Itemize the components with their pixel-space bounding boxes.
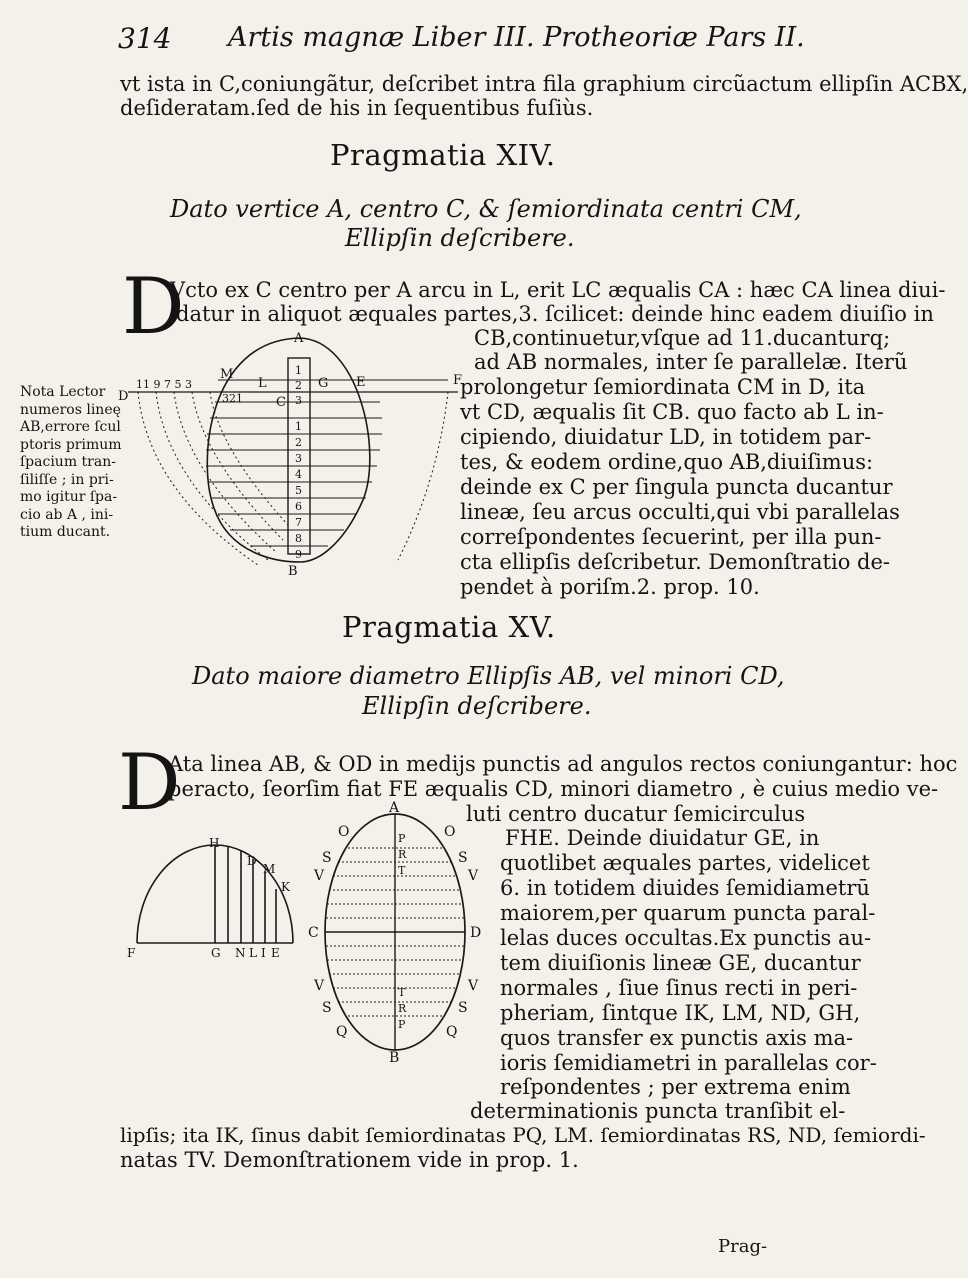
body-line: 6. in totidem diuides ſemidiametrū bbox=[500, 876, 870, 900]
body-line: Ata linea AB, & OD in medijs punctis ad angulos rectos coniungantur: hoc bbox=[168, 752, 958, 776]
label-i: I bbox=[261, 946, 266, 960]
label-q: Q bbox=[446, 1024, 458, 1040]
occult-arc bbox=[156, 392, 268, 560]
label-l: L bbox=[258, 376, 267, 391]
scale-number: 1 bbox=[295, 420, 302, 433]
label-d: D bbox=[247, 854, 257, 868]
scale-number: 5 bbox=[295, 484, 302, 497]
scale-number: 4 bbox=[295, 468, 302, 481]
label-a: A bbox=[389, 800, 400, 816]
label-m: M bbox=[220, 367, 234, 382]
label-s: S bbox=[322, 1000, 332, 1016]
label-v: V bbox=[468, 978, 479, 994]
label-p: P bbox=[398, 832, 406, 845]
top-numbers: 11 9 7 5 3 bbox=[136, 378, 192, 391]
body-line: tem diuiſionis lineæ GE, ducantur bbox=[500, 951, 861, 975]
occult-arc bbox=[210, 392, 288, 525]
label-g: G bbox=[318, 376, 329, 391]
label-b: B bbox=[288, 564, 298, 579]
label-k: K bbox=[281, 880, 290, 894]
label-t: T bbox=[398, 864, 406, 877]
body-line: normales , ſiue ſinus recti in peri- bbox=[500, 976, 858, 1000]
label-a: A bbox=[294, 331, 304, 346]
label-o: O bbox=[338, 824, 350, 840]
label-v: V bbox=[314, 868, 325, 884]
catchword: Prag- bbox=[718, 1236, 768, 1257]
body-line: lipſis; ita IK, ſinus dabit ſemiordinatas PQ, LM. ſemiordinatas RS, ND, ſemiordi- bbox=[120, 1123, 926, 1147]
body-line: ioris ſemidiametri in parallelas cor- bbox=[500, 1051, 877, 1075]
section-title-xiv: Pragmatia XIV. bbox=[330, 138, 556, 172]
scale-number: 1 bbox=[295, 364, 302, 377]
label-f: F bbox=[453, 373, 463, 388]
margin-note-line: tium ducant. bbox=[20, 524, 111, 540]
ellipse-figure-xiv bbox=[118, 330, 463, 580]
body-line: tes, & eodem ordine,quo AB,diuiſimus: bbox=[460, 450, 874, 474]
label-t: T bbox=[398, 986, 406, 999]
label-c: C bbox=[276, 395, 286, 410]
body-line: Vcto ex C centro per A arcu in L, erit LC æqualis CA : hæc CA linea diui- bbox=[170, 278, 946, 302]
body-line: pheriam, ſintque IK, LM, ND, GH, bbox=[500, 1001, 861, 1025]
label-m: M bbox=[263, 862, 276, 876]
label-d: D bbox=[118, 389, 129, 404]
body-line: peracto, ſeorſim fiat FE æqualis CD, minori diametro , è cuius medio ve- bbox=[168, 777, 939, 801]
label-e: E bbox=[356, 375, 366, 390]
margin-note-line: ptoris primum bbox=[20, 436, 122, 453]
scale-number: 2 bbox=[295, 436, 302, 449]
drop-cap: D bbox=[118, 738, 181, 828]
label-r: R bbox=[398, 848, 407, 861]
intro-line: deſideratam.ſed de his in ſequentibus fuſiùs. bbox=[120, 96, 594, 120]
margin-note-line: ſpacium tran- bbox=[20, 454, 116, 470]
body-line: ad AB normales, inter ſe parallelæ. Iterũ bbox=[474, 350, 908, 374]
body-line: cipiendo, diuidatur LD, in totidem par- bbox=[460, 425, 872, 449]
margin-note-line: mo igitur ſpa- bbox=[20, 489, 118, 505]
scale-number: 9 bbox=[295, 548, 302, 561]
scale-number: 3 bbox=[295, 394, 302, 407]
body-line: maiorem,per quarum puncta paral- bbox=[500, 901, 876, 925]
subtitle-xv-line2: Ellipſin deſcribere. bbox=[362, 692, 592, 720]
body-line: datur in aliquot æquales partes,3. ſcilicet: deinde hinc eadem diuiſio in bbox=[176, 302, 934, 326]
label-v: V bbox=[468, 868, 479, 884]
scale-number: 3 bbox=[295, 452, 302, 465]
margin-note-line: AB,errore ſcul bbox=[20, 419, 121, 435]
label-d: D bbox=[470, 925, 482, 941]
margin-note-line: Nota Lector bbox=[20, 384, 106, 400]
subtitle-xiv-line1: Dato vertice A, centro C, & ſemiordinata centri CM, bbox=[170, 195, 802, 223]
margin-note-line: ſiliſſe ; in pri- bbox=[20, 471, 114, 488]
body-line: natas TV. Demonſtrationem vide in prop. 1. bbox=[120, 1148, 579, 1172]
label-n: N bbox=[235, 946, 246, 960]
body-line: vt CD, æqualis ſit CB. quo facto ab L in- bbox=[460, 400, 884, 424]
subtitle-xv-line1: Dato maiore diametro Ellipſis AB, vel minori CD, bbox=[192, 662, 785, 690]
left-numbers: 321 bbox=[222, 392, 243, 405]
body-line: CB,continuetur,vſque ad 11.ducanturq; bbox=[474, 326, 891, 350]
margin-note-line: numeros lineę bbox=[20, 401, 121, 418]
occult-arc bbox=[398, 392, 448, 560]
body-line: prolongetur ſemiordinata CM in D, ita bbox=[460, 375, 866, 399]
body-line: lelas duces occultas.Ex punctis au- bbox=[500, 926, 872, 950]
body-line: lineæ, ſeu arcus occulti,qui vbi parallelas bbox=[460, 500, 900, 524]
body-line: quotlibet æquales partes, videlicet bbox=[500, 851, 870, 875]
drop-cap: D bbox=[122, 262, 185, 352]
margin-note-line: cio ab A , ini- bbox=[20, 506, 114, 523]
label-s: S bbox=[458, 1000, 468, 1016]
body-line: luti centro ducatur ſemicirculus bbox=[466, 802, 806, 826]
label-o: O bbox=[444, 824, 456, 840]
label-g: G bbox=[211, 946, 221, 960]
page-number: 314 bbox=[118, 22, 172, 55]
body-line: FHE. Deinde diuidatur GE, in bbox=[505, 826, 820, 850]
running-title: Artis magnæ Liber III. Protheoriæ Pars II. bbox=[228, 22, 805, 53]
body-line: cta ellipſis deſcribetur. Demonſtratio de- bbox=[460, 550, 890, 574]
body-line: correſpondentes ſecuerint, per illa pun- bbox=[460, 525, 882, 549]
semicircle-figure bbox=[125, 835, 305, 965]
scale-number: 7 bbox=[295, 516, 302, 529]
scale-number: 6 bbox=[295, 500, 302, 513]
label-s: S bbox=[458, 850, 468, 866]
label-e: E bbox=[271, 946, 280, 960]
label-v: V bbox=[314, 978, 325, 994]
label-q: Q bbox=[336, 1024, 348, 1040]
section-title-xv: Pragmatia XV. bbox=[342, 610, 556, 644]
body-line: deinde ex C per ſingula puncta ducantur bbox=[460, 475, 893, 499]
margin-note bbox=[20, 384, 122, 542]
scale-number: 8 bbox=[295, 532, 302, 545]
label-r: R bbox=[398, 1002, 407, 1015]
intro-line: vt ista in C,coniungãtur, deſcribet intra fila graphium circũactum ellipſin ACBX, bbox=[120, 72, 968, 96]
body-line: determinationis puncta tranſibit el- bbox=[470, 1099, 846, 1123]
body-line: pendet à poriſm.2. prop. 10. bbox=[460, 575, 760, 599]
subtitle-xiv-line2: Ellipſin deſcribere. bbox=[345, 224, 575, 252]
scale-number: 2 bbox=[295, 379, 302, 392]
label-h: H bbox=[209, 836, 220, 850]
label-l: L bbox=[249, 946, 257, 960]
body-line: quos transfer ex punctis axis ma- bbox=[500, 1026, 854, 1050]
label-s: S bbox=[322, 850, 332, 866]
body-line: reſpondentes ; per extrema enim bbox=[500, 1075, 851, 1099]
label-p: P bbox=[398, 1018, 406, 1031]
label-c: C bbox=[308, 925, 319, 941]
ellipse-figure-xv bbox=[300, 800, 490, 1065]
label-b: B bbox=[389, 1050, 400, 1066]
label-f: F bbox=[127, 946, 136, 960]
